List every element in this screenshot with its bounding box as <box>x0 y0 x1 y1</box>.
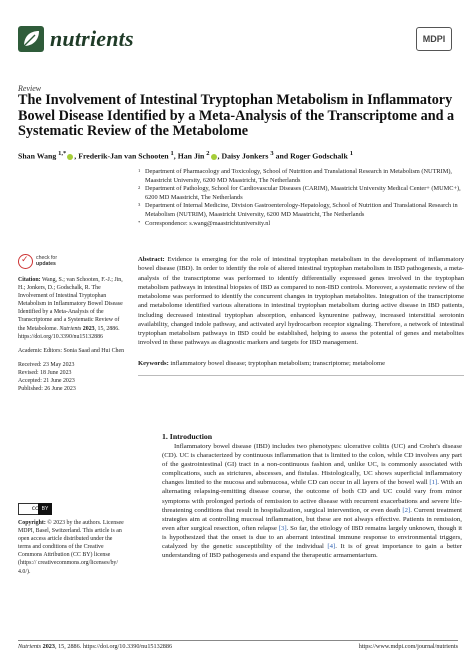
footer-journal: Nutrients <box>18 643 42 650</box>
citation-doi[interactable]: , 15, 2886. https://doi.org/10.3390/nu15132886 <box>18 325 120 340</box>
abstract-text: Evidence is emerging for the role of intestinal tryptophan metabolism in the development of inflammatory bowel disease (IBD). In order to identify the role of altered intestinal tryptophan metabolism in IBD pathogenesis, a meta-analysis of the transcriptome was performed to identify differentially expressed genes involved in the tryptophan metabolism pathways in intestinal biopsies of IBD as compared to non-IBD controls. Moreover, a systematic review of the metabolome was performed to identify the concurrent changes in tryptophan metabolites. Integration of the transcriptome and metabolome identified various alterations in intestinal tryptophan metabolism during active disease in IBD patients, including decreased intestinal tryptophan absorption, enhanced kynurenine pathway, increased interstitial serotonin availability, changed indole pathway, and activated aryl hydrocarbon receptor signaling. Therefore, a network of intestinal tryptophan metabolism pathways in IBD could be established, helping to assess the potential of genes and metabolites involved in these pathways as diagnostic markers and targets for IBD management. <box>138 256 464 347</box>
citation-text: Wang, S.; van Schooten, F.-J.; Jin, H.; Jonkers, D.; Godschalk, R. The Involvement of Intestinal Tryptophan Metabolism in Inflammatory Bowel Disease Identified by a Meta-Analysis of the Transcriptome and a Systematic Review of the Metabolome. <box>18 277 123 332</box>
date-accepted: Accepted: 21 June 2023 <box>18 378 75 385</box>
author-affil-sup: 2 <box>206 150 210 157</box>
footer-year: 2023 <box>41 643 55 650</box>
check-updates-line1: check for <box>36 255 58 261</box>
date-received: Received: 23 May 2023 <box>18 361 75 368</box>
affiliation-number: 3 <box>138 202 141 208</box>
correspondence <box>138 220 464 229</box>
body-text: . So far, the etiology of IBD remains largely unknown, though it is hypothesized that the onset is due to an aberrant intestinal immune response to environmental triggers, catalyzed by the genetic susceptibility of the individual <box>162 524 463 551</box>
body-text: . With an alternating relapsing-remitting disease course, the outcome of both CD and UC could vary from minor symptoms with prolonged periods of remission to active disease with recurrent exacerbations and severe life-threatening conditions that result in hospitalization, surgical intervention, or even death <box>162 479 462 514</box>
affiliation-number: 1 <box>138 168 141 173</box>
body-text: Inflammatory bowel disease (IBD) includes two phenotypes: ulcerative colitis (UC) and Crohn's disease (CD). UC is characterized by continuous inflammation that is limited to the colon, while CD involves any part of the gastrointestinal (GI) tract in a non-continuous fashion and, unlike UC, is commonly associated with complications, such as strictures, abscesses, and fistulas. Histologically, UC shows superficial inflammatory changes limited to the mucosa and submucosa, while CD can occur in all layers of the bowel wall <box>162 443 462 487</box>
correspondence-email[interactable]: Correspondence: s.wang@maastrichtuniversity.nl <box>145 219 271 227</box>
affiliation-item <box>138 202 464 219</box>
copyright-text: © 2023 by the authors. Licensee MDPI, Basel, Switzerland. This article is an open access article distributed under the terms and conditions of the Creative Commons Attribution (CC BY) license (https:// creativecommons.org/licenses/by/ 4.0/). <box>18 520 124 575</box>
body-paragraph <box>162 442 462 560</box>
affiliation-item <box>138 168 464 185</box>
author-name[interactable]: , Han Jin <box>173 151 207 161</box>
author-name[interactable]: , Frederik-Jan van Schooten <box>74 151 171 161</box>
affiliation-text: Department of Internal Medicine, Division Gastroenterology-Hepatology, School of Nutrition and Translational Research in Metabolism (NUTRIM), Maastricht University, 6200 MD Maastricht, The Netherlands <box>145 202 458 218</box>
author-name[interactable]: and Roger Godschalk <box>273 151 350 161</box>
citation-year: 2023 <box>81 325 95 332</box>
author-affil-sup: 3 <box>270 150 274 157</box>
orcid-icon[interactable] <box>67 154 73 160</box>
orcid-icon[interactable] <box>211 154 217 160</box>
keywords <box>138 359 464 368</box>
author-name[interactable]: , Daisy Jonkers <box>217 151 271 161</box>
cc-by-icon[interactable]: BY <box>38 503 52 515</box>
author-list <box>18 150 458 161</box>
article-info-sidebar <box>18 276 124 393</box>
checkmark-icon: ✓ <box>21 255 29 265</box>
author-name[interactable]: Shan Wang <box>18 151 59 161</box>
keywords-label: Keywords: <box>138 360 169 367</box>
citation-block <box>18 276 124 341</box>
date-revised: Revised: 18 June 2023 <box>18 369 72 376</box>
divider <box>138 375 464 376</box>
citation-label: Citation: <box>18 277 41 283</box>
journal-url[interactable]: https://www.mdpi.com/journal/nutrients <box>358 643 458 650</box>
author-affil-sup: 1,* <box>58 150 67 157</box>
body-text: . It is of great importance to gain a better understanding of IBD pathogenesis and expand the therapeutic armamentarium. <box>162 543 462 560</box>
article-title: The Involvement of Intestinal Tryptophan Metabolism in Inflammatory Bowel Disease Identified by a Meta-Analysis of the Transcriptome and a Systematic Review of the Metabolome <box>18 92 455 139</box>
affiliation-number: * <box>138 219 141 225</box>
abstract <box>138 255 464 348</box>
author-affil-sup: 1 <box>349 150 354 157</box>
affiliation-item <box>138 185 464 202</box>
publisher-logo[interactable]: MDPI <box>416 27 452 51</box>
date-published: Published: 26 June 2023 <box>18 386 76 393</box>
citation-link[interactable]: [2] <box>402 506 411 514</box>
check-updates-button[interactable] <box>36 255 57 267</box>
cc-label: cc <box>31 505 39 512</box>
keywords-text: inflammatory bowel disease; tryptophan metabolism; transcriptome; metabolome <box>168 360 386 367</box>
citation-journal: Nutrients <box>59 325 82 332</box>
affiliation-text: Department of Pathology, School for Cardiovascular Diseases (CARIM), Maastricht University Medical Center+ (MUMC+), 6200 MD Maastricht, The Netherlands <box>145 185 461 201</box>
affiliations <box>138 168 464 228</box>
article-type: Review <box>18 84 42 93</box>
affiliation-text: Department of Pharmacology and Toxicology, School of Nutrition and Translational Research in Metabolism (NUTRIM), Maastricht University, 6200 MD Maastricht, The Netherlands <box>145 168 453 184</box>
citation-link[interactable]: [3] <box>278 524 287 532</box>
affiliation-number: 2 <box>138 185 141 191</box>
footer-citation <box>18 643 172 650</box>
footer-divider <box>18 640 458 641</box>
check-updates-line2: updates <box>36 261 56 267</box>
body-text: . Current treatment strategies aim at controlling mucosal inflammation, but these are not always effective. Patients in remission, even after surgical resection, often relapse <box>162 506 462 532</box>
citation-link[interactable]: [4] <box>327 543 336 551</box>
citation-link[interactable]: [1] <box>429 479 438 487</box>
copyright-notice <box>18 519 124 576</box>
leaf-icon <box>18 26 44 52</box>
journal-name: nutrients <box>50 26 134 51</box>
academic-editors: Academic Editors: Sonia Saad and Hui Chen <box>18 347 125 354</box>
section-heading: 1. Introduction <box>162 432 213 441</box>
author-affil-sup: 1 <box>170 150 174 157</box>
abstract-label: Abstract: <box>138 256 165 263</box>
copyright-label: Copyright: <box>18 520 46 526</box>
footer-doi[interactable]: , 15, 2886. https://doi.org/10.3390/nu15132886 <box>54 643 173 650</box>
